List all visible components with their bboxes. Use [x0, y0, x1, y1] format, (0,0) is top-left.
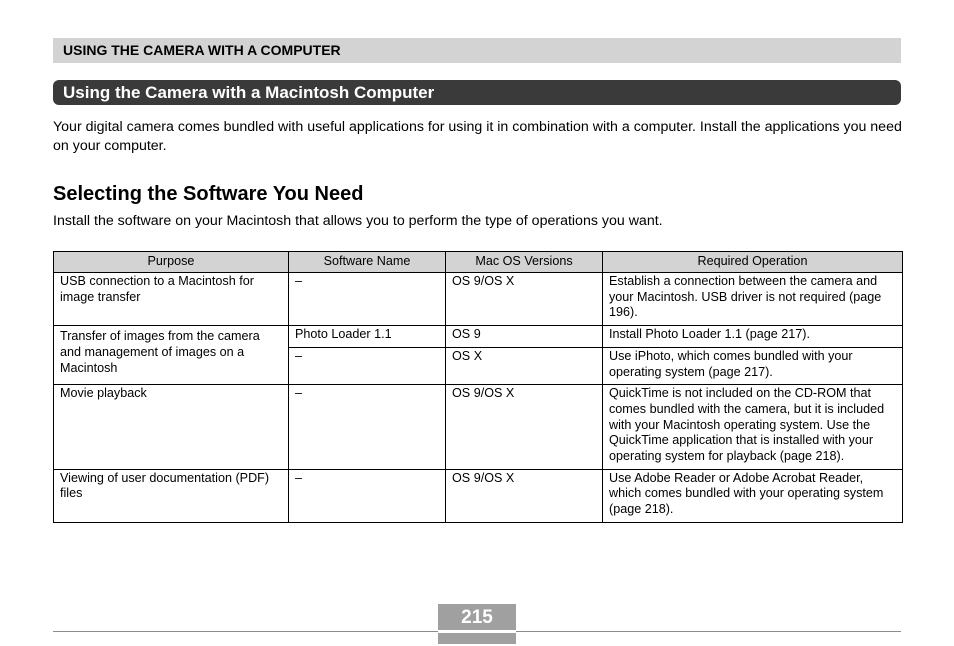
operation-cell: Establish a connection between the camera and your Macintosh. USB driver is not required (page 196). [603, 273, 903, 326]
header-mac-os-versions: Mac OS Versions [446, 252, 603, 273]
page-number-band [438, 630, 516, 633]
table-row [54, 326, 903, 348]
operation-cell: QuickTime is not included on the CD-ROM that comes bundled with the camera, but it is included with your Macintosh operating system. Use the QuickTime application that is installed with your operating system for playback (page 218). [603, 385, 903, 470]
os-cell: OS X [446, 347, 603, 384]
purpose-cell: Viewing of user documentation (PDF) files [54, 469, 289, 522]
software-cell: Photo Loader 1.1 [289, 326, 446, 348]
table-row [54, 469, 903, 522]
header-software-name: Software Name [289, 252, 446, 273]
intro-paragraph: Your digital camera comes bundled with useful applications for using it in combination with a computer. Install the applications you need on your computer. [53, 119, 902, 154]
table-row [54, 385, 903, 470]
table-row [54, 273, 903, 326]
section-title: USING THE CAMERA WITH A COMPUTER [63, 42, 341, 58]
os-cell: OS 9/OS X [446, 469, 603, 522]
software-cell: – [289, 347, 446, 384]
lead-paragraph: Install the software on your Macintosh that allows you to perform the type of operations you want. [53, 213, 663, 229]
purpose-cell: Transfer of images from the camera and management of images on a Macintosh [54, 326, 289, 385]
purpose-cell: Movie playback [54, 385, 289, 470]
subsection-header [53, 80, 901, 105]
operation-cell: Use Adobe Reader or Adobe Acrobat Reader, which comes bundled with your operating system (page 218). [603, 469, 903, 522]
os-cell: OS 9/OS X [446, 385, 603, 470]
section-header [53, 38, 901, 63]
software-table [53, 251, 903, 523]
header-purpose: Purpose [54, 252, 289, 273]
page-number: 215 [438, 604, 516, 644]
software-cell: – [289, 273, 446, 326]
software-cell: – [289, 469, 446, 522]
operation-cell: Use iPhoto, which comes bundled with your operating system (page 217). [603, 347, 903, 384]
header-required-operation: Required Operation [603, 252, 903, 273]
software-cell: – [289, 385, 446, 470]
subsection-title: Using the Camera with a Macintosh Computer [63, 83, 435, 102]
operation-cell: Install Photo Loader 1.1 (page 217). [603, 326, 903, 348]
os-cell: OS 9/OS X [446, 273, 603, 326]
table-header-row [54, 252, 903, 273]
purpose-cell: USB connection to a Macintosh for image transfer [54, 273, 289, 326]
section-heading: Selecting the Software You Need [53, 183, 364, 205]
os-cell: OS 9 [446, 326, 603, 348]
